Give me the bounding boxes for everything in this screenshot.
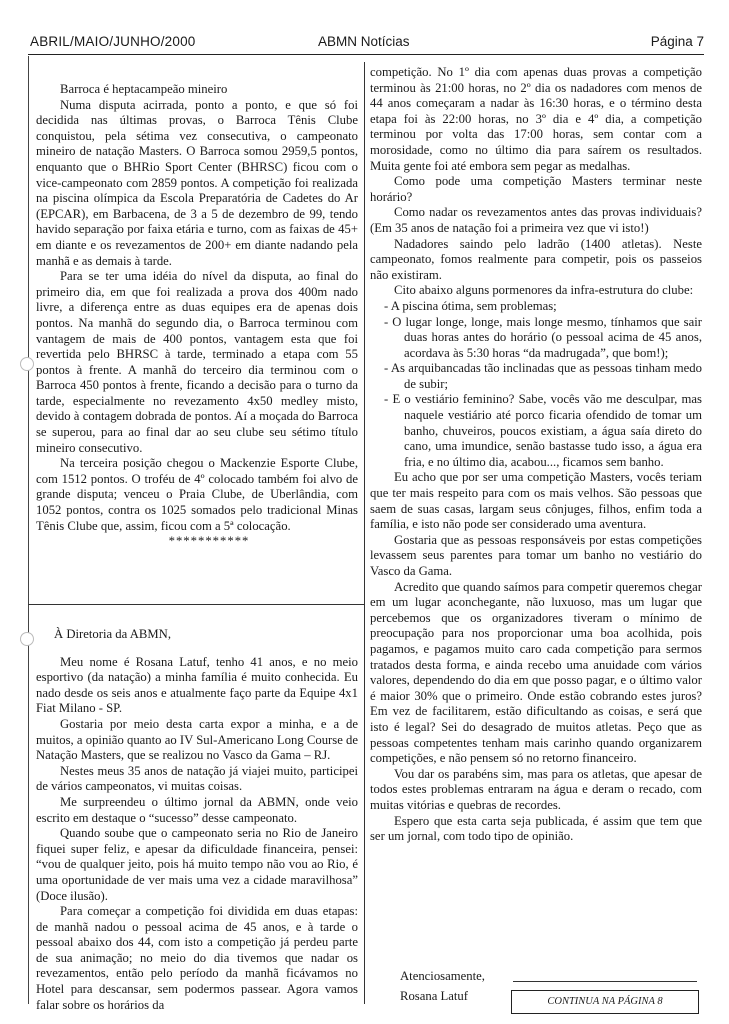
list-item: - E o vestiário feminino? Sabe, vocês vão me desculpar, mas naquele vestiário até porco ficaria ofendido de tomar um banho, chuveiros, poucos existiam, a água saía direto do cano, uma imundice, senão bastasse tudo isso, a água era fria, e no último dia, acabou..., ficamos sem banho. [384,392,702,469]
list-item: - A piscina ótima, sem problemas; [384,298,557,313]
letter-signature: Rosana Latuf [400,989,468,1003]
article-paragraph: Numa disputa acirrada, ponto a ponto, e que só foi decidida nas últimas provas, o Barroca Tênis Clube conquistou, pela sétima vez consecutiva, o campeonato mineiro de natação Masters. O Barroca somou 2959,5 pontos, enquanto que o BHRio Sport Center (BHRSC) ficou com o vice-campeonato com 2859 pontos. A competição foi realizada na piscina olímpica da Escola Preparatória de Cadetes do Ar (EPCAR), em Barbacena, de 3 a 5 de dezembro de 99, tendo havido separação por faixa etária e turno, com as faixas de 45+ em diante e os revezamentos de 200+ em diante nadando pela manhã e as demais à tarde. [36,97,358,268]
letter-salutation: À Diretoria da ABMN, [54,627,171,641]
page-header [28,28,704,55]
list-item: - As arquibancadas tão inclinadas que as pessoas tinham medo de subir; [384,361,702,391]
letter-paragraph: Como nadar os revezamentos antes das provas individuais? (Em 35 anos de natação foi a primeira vez que vi isto!) [370,205,702,235]
letter-paragraph: Gostaria que as pessoas responsáveis por estas competições levassem seus parentes para tomar um banho no vestiário do Vasco da Gama. [370,532,702,578]
list-item: - O lugar longe, longe, mais longe mesmo, tínhamos que sair duas horas antes do horário (o pessoal acima de 45 anos, acordava às 5:30 horas “da madrugada”, que bom!); [384,314,702,360]
letter-paragraph: Cito abaixo alguns pormenores da infra-estrutura do clube: [394,283,694,298]
publication-name: ABMN Notícias [318,34,410,49]
letter-right-column [370,65,702,845]
letter-signature-block [400,966,485,1006]
letter-closing: Atenciosamente, [400,969,485,983]
letter-paragraph: Nadadores saindo pelo ladrão (1400 atletas). Neste campeonato, fomos realmente para competir, pois os passeios não existiram. [370,236,702,282]
letter-paragraph: Nestes meus 35 anos de natação já viajei muito, participei de vários campeonatos, vi muitas coisas. [36,763,358,794]
letter-paragraph: Espero que esta carta seja publicada, é assim que tem que ser um jornal, com todo tipo de opinião. [370,813,702,844]
separator-stars: *********** [168,534,250,549]
article-paragraph: Para se ter uma idéia do nível da disputa, ao final do primeiro dia, em que foi realizada a prova dos 400m nado livre, a diferença entre as duas equipes era de apenas dois pontos. Na manhã do segundo dia, o Barroca terminou com vantagem de mais de 400 pontos, vantagem esta que foi revertida pelo BHRSC à tarde, terminado a etapa com 55 pontos à frente. A manhã do terceiro dia terminou com o Barroca 450 pontos à frente, ficando a decisão para o turno da tarde, especialmente no revezamento 4x50 medley misto, devido à contagem dobrada de pontos. Aí a moçada do Barroca se superou, para ao final dar ao seu clube seu sétimo título mineiro consecutivo. [36,269,358,455]
letter-paragraph: Vou dar os parabéns sim, mas para os atletas, que apesar de todos estes problemas entraram na água e deram o recado, com muitas vitórias e quebras de recordes. [370,766,702,812]
column-divider [364,62,365,1004]
issue-date: ABRIL/MAIO/JUNHO/2000 [30,34,196,49]
article-title: Barroca é heptacampeão mineiro [60,82,228,96]
letter-paragraph: Meu nome é Rosana Latuf, tenho 41 anos, e no meio esportivo (da natação) a minha família é muito conhecida. Eu nado desde os seis anos e atualmente faço parte da Equipe 4x1 Fiat Milano - SP. [36,654,358,716]
letter-paragraph: Eu acho que por ser uma competição Masters, vocês teriam que ter mais respeito para com os mais velhos. São pessoas que saem de suas casas, largam seus cônjuges, filhos, enfim toda a família, e isto não pode ser considerado uma aventura. [370,470,702,532]
binder-hole [20,357,34,371]
letter-paragraph: Para começar a competição foi dividida em duas etapas: de manhã nadou o pessoal acima de 45 anos, e à tarde o pessoal abaixo dos 44, com isto a competição já perdeu parte de sua animação; no meio do dia tivemos que nadar os revezamentos, então pelo período da manhã ficávamos no Hotel para descansar, sem podermos passear. Agora vamos falar sobre os horários da [36,904,358,1012]
continue-link[interactable]: CONTINUA NA PÁGINA 8 [511,990,699,1014]
article-barroca [36,82,358,550]
letter-paragraph: Gostaria por meio desta carta expor a minha, e a de muitos, a opinião quanto ao IV Sul-Americano Long Course de Natação Masters, que se realizou no Vasco da Gama – RJ. [36,716,358,763]
letter-paragraph: competição. No 1º dia com apenas duas provas a competição terminou às 21:00 horas, no 2º dia os nadadores com menos de 44 anos começaram a nadar às 16:30 horas, e o término desta etapa foi às 22:00 horas, no 3º dia e 4º dia, a competição terminou por volta das 17:00 horas, sem contar com a morosidade, como no último dia para saírem os resultados. Muita gente foi até embora sem pegar as medalhas. [370,65,702,173]
letter-paragraph: Acredito que quando saímos para competir queremos chegar em um lugar aconchegante, não luxuoso, mas um lugar que percebemos que os organizadores tiveram o mínimo de preocupação para nos proporcionar uma boa acolhida, pois pagamos, e pagamos muito caro cada competição para sermos tratados desta forma, e ainda recebo uma anuidade com vários valores, dependendo do dia em que posso pagar, e o último valor é maior 30% que o primeiro. Onde estão cobrando estes juros? Em vez de facilitarem, estão dificultando as coisas, e será que isto é legal? Sei do desagrado de muitos atletas. Peço que as pessoas competentes tenham mais carinho quando organizarem competições, e não pensem só no retorno financeiro. [370,579,702,766]
left-border [28,56,29,1004]
letter-paragraph: Quando soube que o campeonato seria no Rio de Janeiro fiquei super feliz, e apesar da dificuldade financeira, pensei: “vou de qualquer jeito, pois há muito tempo não vou ao Rio, é uma oportunidade de ver mais uma vez a cidade maravilhosa” (Doce ilusão). [36,826,358,903]
binder-hole [20,632,34,646]
letter-left-column [36,627,358,1013]
letter-paragraph: Me surpreendeu o último jornal da ABMN, onde veio escrito em destaque o “sucesso” desse campeonato. [36,794,358,825]
article-paragraph: Na terceira posição chegou o Mackenzie Esporte Clube, com 1512 pontos. O troféu de 4º colocado também foi alvo de grande disputa; venceu o Praia Clube, de Uberlândia, com 1052 pontos, contra os 1025 somados pelo tradicional Minas Tênis Clube que, assim, ficou com a 5ª colocação. [36,456,358,533]
page-number: Página 7 [650,34,704,49]
signature-line [513,981,697,982]
letter-paragraph: Como pode uma competição Masters terminar neste horário? [370,174,702,204]
article-divider [28,604,364,605]
